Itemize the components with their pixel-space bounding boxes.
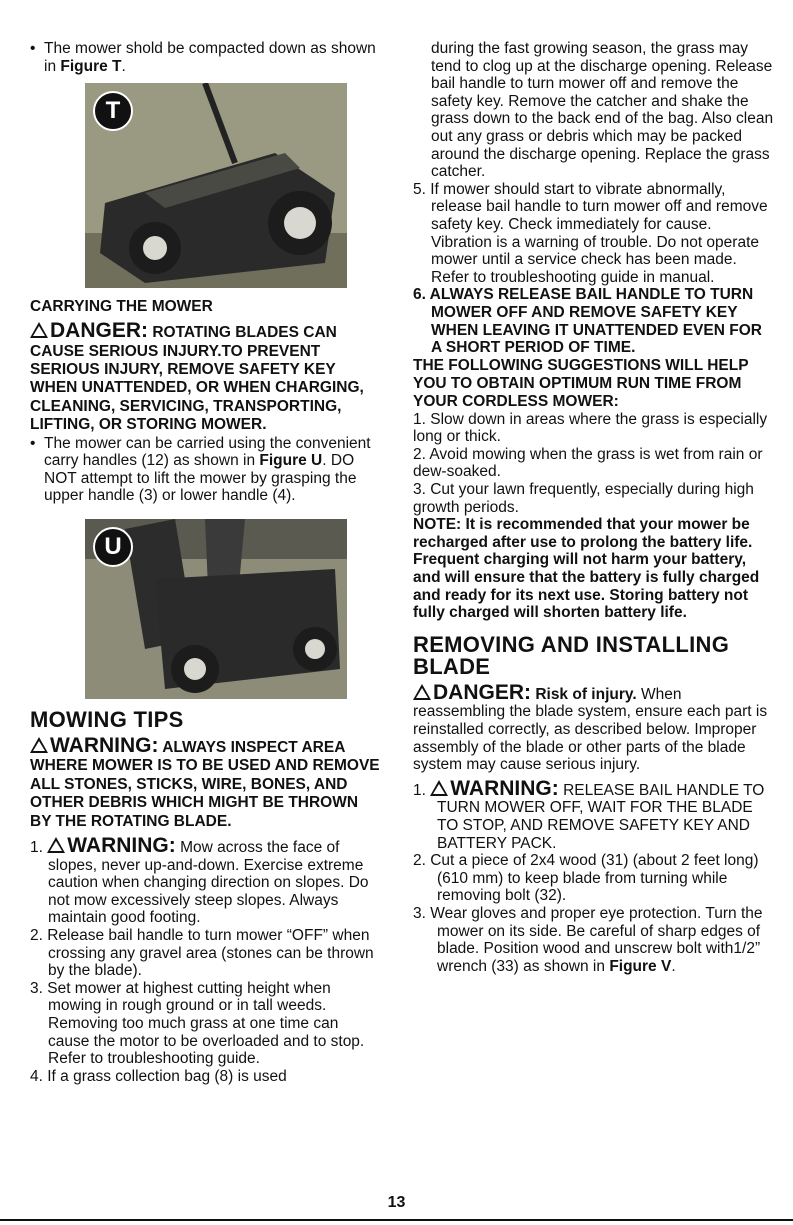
left-column — [30, 40, 382, 1085]
mowing-tip-2: 2. Release bail handle to turn mower “OFF” when crossing any gravel area (stones can be thrown by the blade). — [30, 927, 374, 980]
figure-t-photo — [85, 83, 347, 288]
mowing-tip-4: 4. If a grass collection bag (8) is used — [30, 1067, 287, 1085]
mowing-tip-3: 3. Set mower at highest cutting height when mowing in rough ground or in tall weeds. Removing too much grass at one time can cause the motor to be overloaded and to stop. Refer to troubleshooting guide. — [30, 979, 365, 1068]
blade-step-2: 2. Cut a piece of 2x4 wood (31) (about 2 feet long) (610 mm) to keep blade from turning while removing bolt (32). — [413, 852, 759, 905]
page-number: 13 — [387, 1194, 406, 1211]
figure-u-badge: U — [93, 527, 133, 567]
warning-notice: WARNING: ALWAYS INSPECT AREA WHERE MOWER IS TO BE USED AND REMOVE ALL STONES, STICKS, WIRE, BONES, AND OTHER DEBRIS WHICH MIGHT BE THROWN BY THE ROTATING BLADE. — [30, 734, 380, 830]
mowing-tip-1: 1. WARNING: Mow across the face of slopes, never up-and-down. Exercise extreme caution when changing direction on slopes. Do not mow excessively steep slopes. Always maintain good footing. — [30, 834, 369, 927]
danger-notice: DANGER: ROTATING BLADES CAN CAUSE SERIOUS INJURY.TO PREVENT SERIOUS INJURY, REMOVE SAFETY KEY WHEN UNATTENDED, OR WHEN CHARGING, CLEANING, SERVICING, TRANSPORTING, LIFTING, OR STORING MOWER. — [30, 319, 364, 434]
intro-bullet: • The mower shold be compacted down as shown in Figure T. — [30, 40, 376, 75]
warning-triangle-icon — [30, 737, 48, 753]
carrying-heading: CARRYING THE MOWER — [30, 298, 213, 316]
blade-heading: REMOVING AND INSTALLING BLADE — [413, 631, 730, 679]
suggestions-heading: THE FOLLOWING SUGGESTIONS WILL HELP YOU TO OBTAIN OPTIMUM RUN TIME FROM YOUR CORDLESS MOWER: — [413, 356, 749, 410]
figure-u-photo — [85, 519, 347, 699]
suggestion-1: 1. Slow down in areas where the grass is especially long or thick. — [413, 410, 768, 446]
blade-step-1: 1. WARNING: RELEASE BAIL HANDLE TO TURN MOWER OFF, WAIT FOR THE BLADE TO STOP, AND REMOVE SAFETY KEY AND BATTERY PACK. — [413, 776, 765, 852]
mowing-tip-6: 6. ALWAYS RELEASE BAIL HANDLE TO TURN MOWER OFF AND REMOVE SAFETY KEY WHEN LEAVING IT UNATTENDED EVEN FOR A SHORT PERIOD OF TIME. — [413, 286, 762, 357]
carry-bullet: • The mower can be carried using the convenient carry handles (12) as shown in Figure U. DO NOT attempt to lift the mower by grasping the upper handle (3) or lower handle (4). — [30, 434, 371, 505]
bottom-rule — [0, 1219, 793, 1221]
warning-triangle-icon — [413, 684, 431, 700]
warning-triangle-icon — [430, 780, 448, 796]
warning-triangle-icon — [30, 322, 48, 338]
mowing-tip-5: 5. If mower should start to vibrate abnormally, release bail handle to turn mower off and remove safety key. Check immediately for cause. Vibration is a warning of trouble. Do not operate mower until a service check has been made. Refer to troubleshooting guide in manual. — [413, 180, 768, 286]
right-column — [413, 40, 775, 975]
figure-t-badge: T — [93, 91, 133, 131]
suggestion-2: 2. Avoid mowing when the grass is wet from rain or dew-soaked. — [413, 445, 763, 481]
suggestion-3: 3. Cut your lawn frequently, especially during high growth periods. — [413, 481, 754, 516]
mowing-tips-heading: MOWING TIPS — [30, 707, 184, 732]
blade-step-3: 3. Wear gloves and proper eye protection. Turn the mower on its side. Be careful of sharp edges of blade. Position wood and unscrew bolt with1/2” wrench (33) as shown in Figure V. — [413, 904, 763, 975]
blade-danger-notice: DANGER: Risk of injury. When reassembling the blade system, ensure each part is reinstalled correctly, as described below. Improper assembly of the blade or other parts of the blade system may cause serious injury. — [413, 680, 768, 774]
warning-triangle-icon — [47, 837, 65, 853]
battery-note: NOTE: It is recommended that your mower be recharged after use to prolong the battery life. Frequent charging will not harm your battery, and will ensure that the battery is fully charged and ready for its next use. Storing battery not fully charged will shorten battery life. — [413, 516, 760, 622]
mowing-tip-4-continued: during the fast growing season, the grass may tend to clog up at the discharge opening. Release bail handle to turn mower off and remove the safety key. Remove the catcher and shake the grass down to the back end of the bag. Also clean out any grass or debris which may be packed around the discharge opening. Replace the grass catcher. — [431, 40, 774, 181]
